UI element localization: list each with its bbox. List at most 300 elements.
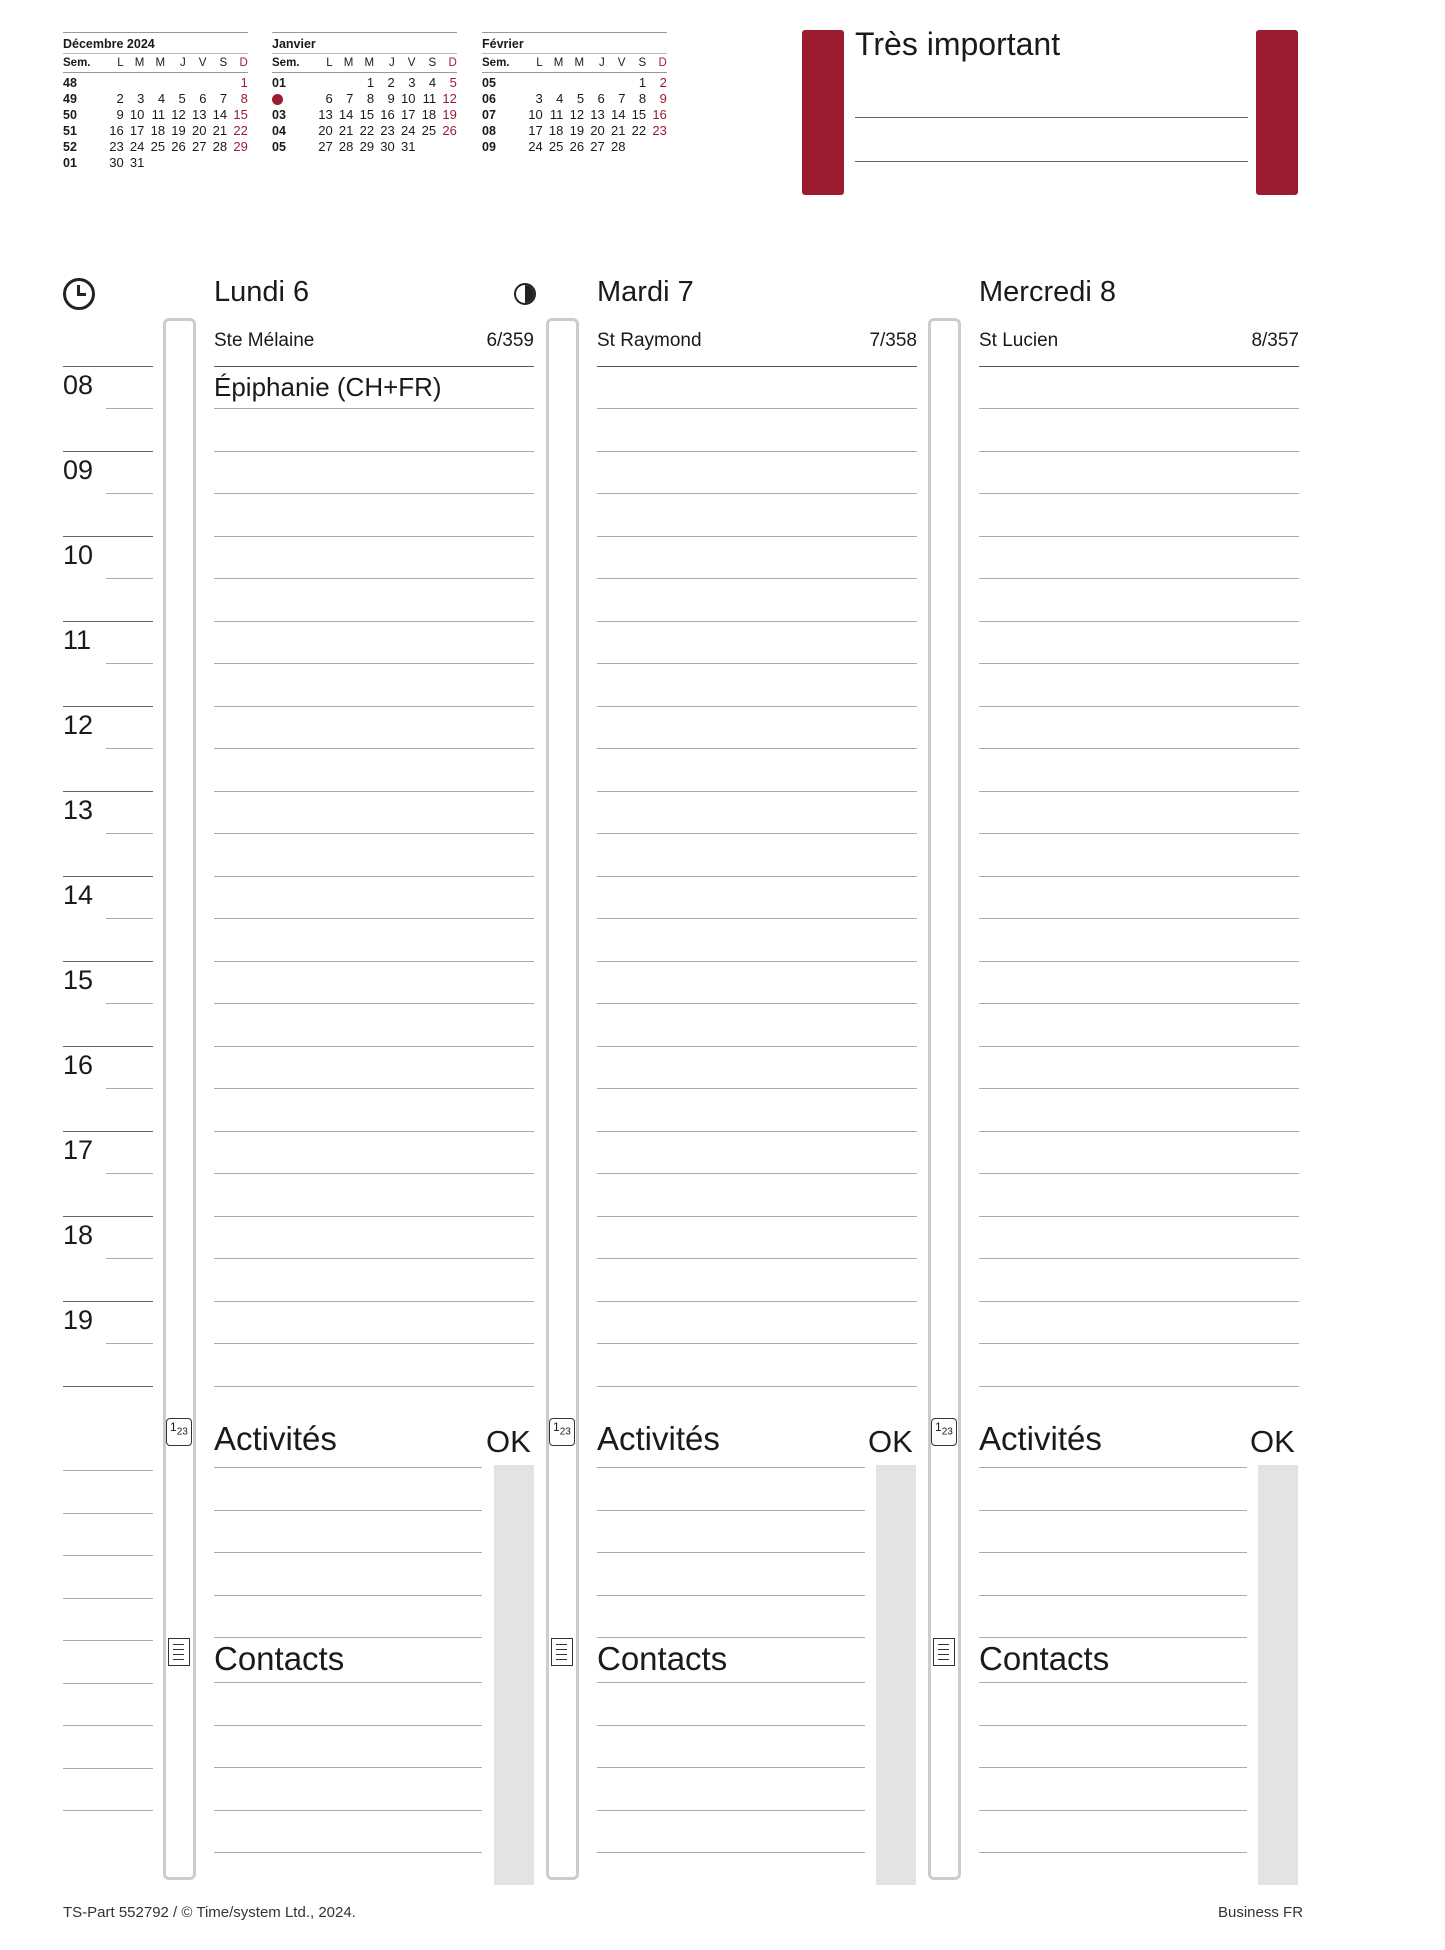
schedule-line[interactable] [979, 1003, 1299, 1004]
activity-line[interactable] [597, 1637, 865, 1638]
calendar-day[interactable]: 28 [212, 139, 228, 154]
calendar-day[interactable]: 17 [528, 123, 543, 138]
schedule-line[interactable] [979, 1046, 1299, 1047]
hour-label: 14 [63, 880, 94, 910]
contact-line[interactable] [979, 1852, 1247, 1853]
schedule-line[interactable] [597, 578, 917, 579]
hour-label: 19 [63, 1305, 94, 1335]
schedule-line[interactable] [597, 451, 917, 452]
hour-label: 10 [63, 540, 94, 570]
calendar-day[interactable]: 13 [191, 107, 207, 122]
hour-label: 16 [63, 1050, 94, 1080]
half-hour-divider [106, 748, 153, 749]
half-hour-divider [106, 1003, 153, 1004]
calendar-day[interactable]: 27 [318, 139, 333, 154]
contact-line[interactable] [979, 1810, 1247, 1811]
left-note-line[interactable] [63, 1768, 153, 1769]
schedule-line[interactable] [979, 663, 1299, 664]
calendar-day[interactable]: 19 [442, 107, 457, 122]
footer-copyright: TS-Part 552792 / © Time/system Ltd., 2024. [63, 1904, 356, 1921]
schedule-line[interactable] [597, 791, 917, 792]
calendar-day[interactable]: 19 [171, 123, 186, 138]
calendar-title: Décembre 2024 [63, 32, 248, 53]
calendar-day[interactable] [584, 75, 605, 91]
calendar-day[interactable]: 31 [400, 139, 416, 154]
calendar-day[interactable]: 3 [137, 91, 145, 106]
activity-line[interactable] [597, 1552, 865, 1553]
saint-name: Ste Mélaine [214, 330, 315, 351]
calendar-day[interactable] [144, 75, 165, 91]
calendar-day[interactable] [312, 75, 333, 91]
week-number: 51 [63, 124, 77, 138]
contact-line[interactable] [214, 1725, 482, 1726]
calendar-day[interactable]: 7 [219, 91, 228, 106]
activity-line[interactable] [214, 1637, 482, 1638]
schedule-line[interactable] [597, 706, 917, 707]
schedule-line[interactable] [979, 1088, 1299, 1089]
calendar-day[interactable] [206, 155, 227, 171]
schedule-line[interactable] [979, 748, 1299, 749]
calendar-day[interactable] [415, 139, 436, 155]
calendar-december [63, 32, 248, 171]
calendar-day[interactable]: 25 [548, 139, 564, 154]
schedule-line[interactable] [979, 706, 1299, 707]
schedule-header-line [979, 366, 1299, 367]
hour-label: 09 [63, 455, 94, 485]
calendar-day[interactable]: 22 [631, 123, 647, 138]
ok-checkbox-column[interactable] [494, 1465, 534, 1885]
left-note-line[interactable] [63, 1640, 153, 1641]
schedule-line[interactable] [979, 1131, 1299, 1132]
calendar-day[interactable]: 18 [421, 107, 437, 122]
hour-divider [63, 1131, 153, 1132]
day-title: Lundi 6 [214, 276, 310, 308]
calendar-day[interactable]: 5 [449, 75, 457, 90]
schedule-line[interactable] [979, 1258, 1299, 1259]
week-number: 04 [272, 124, 286, 138]
schedule-line[interactable] [214, 1258, 534, 1259]
hour-divider [63, 1046, 153, 1047]
calendar-day[interactable]: 7 [346, 91, 354, 106]
activity-line[interactable] [597, 1510, 865, 1511]
calendar-day[interactable]: 4 [556, 91, 564, 106]
weekday-header: S [428, 57, 437, 69]
activity-line[interactable] [597, 1595, 865, 1596]
calendar-day[interactable] [165, 75, 186, 91]
calendar-day[interactable]: 12 [171, 107, 186, 122]
calendar-day[interactable]: 22 [359, 123, 375, 138]
schedule-line[interactable] [979, 1216, 1299, 1217]
weekday-header: M [343, 57, 354, 69]
hour-label: 17 [63, 1135, 94, 1165]
ok-checkbox-column[interactable] [1258, 1465, 1298, 1885]
calendar-day[interactable] [186, 75, 207, 91]
hour-divider [63, 961, 153, 962]
left-note-line[interactable] [63, 1683, 153, 1684]
half-hour-divider [106, 408, 153, 409]
schedule-line[interactable] [597, 918, 917, 919]
week-number: 49 [63, 92, 77, 106]
calendar-week-row [272, 91, 457, 107]
calendar-day[interactable]: 16 [380, 107, 395, 122]
weekday-header: M [155, 57, 166, 69]
calendar-day[interactable]: 2 [659, 75, 667, 90]
calendar-day[interactable]: 4 [157, 91, 166, 106]
activity-line[interactable] [214, 1467, 482, 1468]
half-hour-divider [106, 1088, 153, 1089]
contact-line[interactable] [597, 1725, 865, 1726]
calendar-day[interactable]: 3 [535, 91, 543, 106]
schedule-line[interactable] [214, 1386, 534, 1387]
left-note-line[interactable] [63, 1725, 153, 1726]
calendar-day[interactable]: 29 [359, 139, 375, 154]
calendar-day[interactable]: 15 [233, 107, 248, 122]
schedule-line[interactable] [597, 1131, 917, 1132]
week-header: Sem. [482, 57, 510, 69]
calendar-day[interactable]: 18 [548, 123, 564, 138]
week-number: 50 [63, 108, 77, 122]
calendar-week-row [482, 75, 667, 91]
calendar-day[interactable]: 8 [638, 91, 647, 106]
calendar-day[interactable] [543, 75, 564, 91]
activity-line[interactable] [214, 1595, 482, 1596]
calendar-day[interactable]: 14 [338, 107, 354, 122]
schedule-line[interactable] [597, 1301, 917, 1302]
calendar-day[interactable]: 5 [178, 91, 186, 106]
schedule-line[interactable] [214, 791, 534, 792]
schedule-line[interactable] [214, 621, 534, 622]
calendar-day[interactable]: 9 [659, 91, 667, 106]
week-number: 03 [272, 108, 286, 122]
calendar-day[interactable] [563, 75, 584, 91]
calendar-day[interactable]: 21 [212, 123, 228, 138]
calendar-day[interactable] [227, 155, 248, 171]
contact-line[interactable] [597, 1682, 865, 1683]
calendar-day[interactable]: 24 [528, 139, 543, 154]
weekday-header: M [364, 57, 375, 69]
calendar-day[interactable]: 9 [387, 91, 395, 106]
ok-label: OK [1250, 1424, 1295, 1459]
calendar-day[interactable]: 31 [129, 155, 145, 170]
calendar-january [272, 32, 457, 155]
activity-line[interactable] [979, 1595, 1247, 1596]
schedule-line[interactable] [214, 1216, 534, 1217]
calendar-day[interactable] [103, 75, 124, 91]
calendar-day[interactable]: 25 [421, 123, 437, 138]
calendar-day[interactable]: 20 [318, 123, 333, 138]
calendar-day[interactable]: 24 [400, 123, 416, 138]
schedule-line[interactable] [214, 706, 534, 707]
calendar-day[interactable]: 11 [151, 107, 166, 122]
calendar-day[interactable]: 16 [109, 123, 124, 138]
left-note-line[interactable] [63, 1470, 153, 1471]
schedule-header-line [214, 366, 534, 367]
calendar-week-row [63, 107, 248, 123]
activity-line[interactable] [979, 1467, 1247, 1468]
week-header: Sem. [272, 57, 300, 69]
schedule-line[interactable] [214, 663, 534, 664]
schedule-line[interactable] [214, 451, 534, 452]
schedule-line[interactable] [597, 1216, 917, 1217]
numbered-list-icon: $1_{23}$ [166, 1418, 192, 1446]
schedule-line[interactable] [979, 408, 1299, 409]
schedule-line[interactable] [214, 1343, 534, 1344]
week-number: 05 [482, 76, 496, 90]
calendar-day[interactable]: 28 [338, 139, 354, 154]
calendar-day[interactable]: 26 [171, 139, 186, 154]
calendar-day[interactable]: 27 [590, 139, 605, 154]
activity-line[interactable] [979, 1510, 1247, 1511]
calendar-day[interactable] [206, 75, 227, 91]
weekday-header: D [239, 57, 248, 69]
calendar-day[interactable]: 1 [366, 75, 375, 90]
calendar-day[interactable]: 7 [618, 91, 626, 106]
numbered-list-icon: $1_{23}$ [549, 1418, 575, 1446]
schedule-line[interactable] [597, 748, 917, 749]
calendar-day[interactable]: 1 [638, 75, 647, 90]
calendar-day[interactable]: 14 [212, 107, 228, 122]
contact-line[interactable] [979, 1767, 1247, 1768]
calendar-day[interactable]: 30 [109, 155, 124, 170]
moon-phase-icon [514, 283, 536, 305]
calendar-day[interactable]: 6 [325, 91, 333, 106]
calendar-day[interactable]: 14 [610, 107, 626, 122]
calendar-day[interactable]: 3 [408, 75, 416, 90]
schedule-line[interactable] [214, 876, 534, 877]
schedule-line[interactable] [597, 536, 917, 537]
clock-icon [63, 278, 95, 310]
left-note-line[interactable] [63, 1598, 153, 1599]
calendar-day[interactable]: 9 [116, 107, 124, 122]
calendar-day[interactable]: 28 [610, 139, 626, 154]
schedule-line[interactable] [214, 1173, 534, 1174]
calendar-day[interactable]: 6 [199, 91, 207, 106]
important-line[interactable] [855, 117, 1248, 118]
schedule-line[interactable] [214, 578, 534, 579]
schedule-line[interactable] [979, 791, 1299, 792]
week-number: 05 [272, 140, 286, 154]
schedule-line[interactable] [597, 1088, 917, 1089]
schedule-line[interactable] [597, 1173, 917, 1174]
schedule-line[interactable] [597, 833, 917, 834]
calendar-day[interactable]: 1 [240, 75, 248, 90]
contact-line[interactable] [214, 1852, 482, 1853]
calendar-day[interactable]: 2 [116, 91, 124, 106]
schedule-line[interactable] [979, 1173, 1299, 1174]
hour-divider [63, 451, 153, 452]
calendar-day[interactable]: 18 [150, 123, 166, 138]
calendar-day[interactable]: 15 [359, 107, 375, 122]
schedule-line[interactable] [979, 918, 1299, 919]
schedule-line[interactable] [979, 578, 1299, 579]
calendar-day[interactable] [186, 155, 207, 171]
day-of-year: 6/359 [486, 330, 534, 351]
schedule-line[interactable] [597, 961, 917, 962]
calendar-day[interactable]: 13 [318, 107, 333, 122]
schedule-line[interactable] [597, 408, 917, 409]
activity-line[interactable] [979, 1637, 1247, 1638]
calendar-day[interactable] [522, 75, 543, 91]
calendar-day[interactable]: 23 [380, 123, 395, 138]
left-note-line[interactable] [63, 1513, 153, 1514]
calendar-day[interactable]: 13 [590, 107, 605, 122]
left-note-line[interactable] [63, 1810, 153, 1811]
schedule-line[interactable] [214, 748, 534, 749]
important-left-bar [802, 30, 844, 195]
calendar-day[interactable]: 12 [442, 91, 457, 106]
schedule-line[interactable] [214, 1131, 534, 1132]
holiday-label: Épiphanie (CH+FR) [214, 372, 442, 402]
schedule-line[interactable] [214, 536, 534, 537]
activity-line[interactable] [979, 1552, 1247, 1553]
calendar-day[interactable]: 12 [569, 107, 585, 122]
activity-line[interactable] [214, 1552, 482, 1553]
schedule-line[interactable] [597, 621, 917, 622]
calendar-day[interactable]: 10 [528, 107, 543, 122]
activities-title: Activités [214, 1420, 337, 1457]
schedule-line[interactable] [979, 493, 1299, 494]
calendar-day[interactable]: 22 [233, 123, 248, 138]
calendar-day[interactable]: 6 [597, 91, 605, 106]
schedule-line[interactable] [597, 1343, 917, 1344]
contact-line[interactable] [979, 1682, 1247, 1683]
calendar-day[interactable] [625, 139, 646, 155]
activity-line[interactable] [214, 1510, 482, 1511]
schedule-header-line [597, 366, 917, 367]
calendar-day[interactable]: 10 [129, 107, 145, 122]
schedule-line[interactable] [214, 1301, 534, 1302]
hour-divider [63, 536, 153, 537]
schedule-line[interactable] [214, 833, 534, 834]
calendar-day[interactable]: 26 [442, 123, 457, 138]
current-week-dot-icon [272, 94, 283, 105]
half-hour-divider [106, 1258, 153, 1259]
calendar-day[interactable]: 5 [576, 91, 585, 106]
important-line[interactable] [855, 161, 1248, 162]
calendar-day[interactable]: 20 [590, 123, 605, 138]
calendar-day[interactable]: 2 [387, 75, 395, 90]
contacts-list-icon [551, 1638, 573, 1666]
schedule-line[interactable] [979, 876, 1299, 877]
calendar-day[interactable] [605, 75, 626, 91]
schedule-line[interactable] [597, 1003, 917, 1004]
weekday-header: V [407, 57, 416, 69]
schedule-line[interactable] [979, 1343, 1299, 1344]
schedule-line[interactable] [597, 663, 917, 664]
contact-line[interactable] [214, 1810, 482, 1811]
calendar-day[interactable] [144, 155, 165, 171]
calendar-day[interactable] [333, 75, 354, 91]
half-hour-divider [106, 1343, 153, 1344]
contact-line[interactable] [214, 1767, 482, 1768]
calendar-day[interactable]: 27 [191, 139, 207, 154]
schedule-line[interactable] [979, 451, 1299, 452]
contact-line[interactable] [214, 1682, 482, 1683]
calendar-day[interactable]: 20 [191, 123, 207, 138]
calendar-header [272, 53, 457, 73]
schedule-line[interactable] [979, 1301, 1299, 1302]
schedule-line[interactable] [979, 961, 1299, 962]
ok-label: OK [868, 1424, 913, 1459]
weekday-header: V [198, 57, 207, 69]
week-number: 52 [63, 140, 77, 154]
hour-label: 15 [63, 965, 94, 995]
calendar-day[interactable] [436, 139, 457, 155]
calendar-day[interactable]: 23 [652, 123, 667, 138]
schedule-line[interactable] [597, 1046, 917, 1047]
calendar-day[interactable]: 16 [652, 107, 667, 122]
half-hour-divider [106, 578, 153, 579]
contact-line[interactable] [597, 1852, 865, 1853]
hour-divider [63, 706, 153, 707]
calendar-day[interactable]: 11 [422, 91, 437, 106]
calendar-day[interactable] [165, 155, 186, 171]
left-note-line[interactable] [63, 1555, 153, 1556]
calendar-day[interactable]: 24 [129, 139, 145, 154]
week-number: 48 [63, 76, 77, 90]
calendar-day[interactable]: 29 [233, 139, 248, 154]
calendar-day[interactable]: 11 [549, 107, 564, 122]
calendar-week-row [482, 123, 667, 139]
calendar-day[interactable] [124, 75, 145, 91]
calendar-day[interactable]: 25 [150, 139, 166, 154]
calendar-day[interactable]: 8 [240, 91, 248, 106]
schedule-line[interactable] [979, 1386, 1299, 1387]
calendar-day[interactable]: 17 [400, 107, 416, 122]
hour-divider [63, 1301, 153, 1302]
contact-line[interactable] [597, 1810, 865, 1811]
calendar-day[interactable]: 21 [610, 123, 626, 138]
schedule-line[interactable] [979, 833, 1299, 834]
week-number: 09 [482, 140, 496, 154]
schedule-line[interactable] [597, 1386, 917, 1387]
important-title: Très important [855, 26, 1061, 62]
activity-line[interactable] [597, 1467, 865, 1468]
schedule-line[interactable] [214, 1003, 534, 1004]
calendar-day[interactable]: 17 [129, 123, 145, 138]
weekday-header: M [574, 57, 585, 69]
week-header: Sem. [63, 57, 91, 69]
schedule-line[interactable] [214, 408, 534, 409]
ok-checkbox-column[interactable] [876, 1465, 916, 1885]
hour-label: 13 [63, 795, 94, 825]
schedule-line[interactable] [979, 536, 1299, 537]
calendar-title: Février [482, 32, 667, 53]
calendar-day[interactable]: 30 [380, 139, 395, 154]
schedule-line[interactable] [597, 493, 917, 494]
schedule-line[interactable] [979, 621, 1299, 622]
calendar-day[interactable]: 23 [109, 139, 124, 154]
calendar-day[interactable] [646, 139, 667, 155]
calendar-day[interactable]: 26 [569, 139, 585, 154]
calendar-day[interactable]: 19 [569, 123, 585, 138]
schedule-line[interactable] [214, 918, 534, 919]
schedule-line[interactable] [597, 1258, 917, 1259]
schedule-line[interactable] [214, 961, 534, 962]
contact-line[interactable] [979, 1725, 1247, 1726]
calendar-day[interactable]: 15 [631, 107, 647, 122]
calendar-day[interactable]: 8 [366, 91, 375, 106]
schedule-line[interactable] [214, 493, 534, 494]
calendar-day[interactable]: 4 [428, 75, 437, 90]
calendar-day[interactable]: 21 [338, 123, 354, 138]
schedule-line[interactable] [597, 876, 917, 877]
schedule-line[interactable] [214, 1046, 534, 1047]
schedule-line[interactable] [214, 1088, 534, 1089]
calendar-day[interactable]: 10 [400, 91, 416, 106]
week-number: 06 [482, 92, 496, 106]
contact-line[interactable] [597, 1767, 865, 1768]
